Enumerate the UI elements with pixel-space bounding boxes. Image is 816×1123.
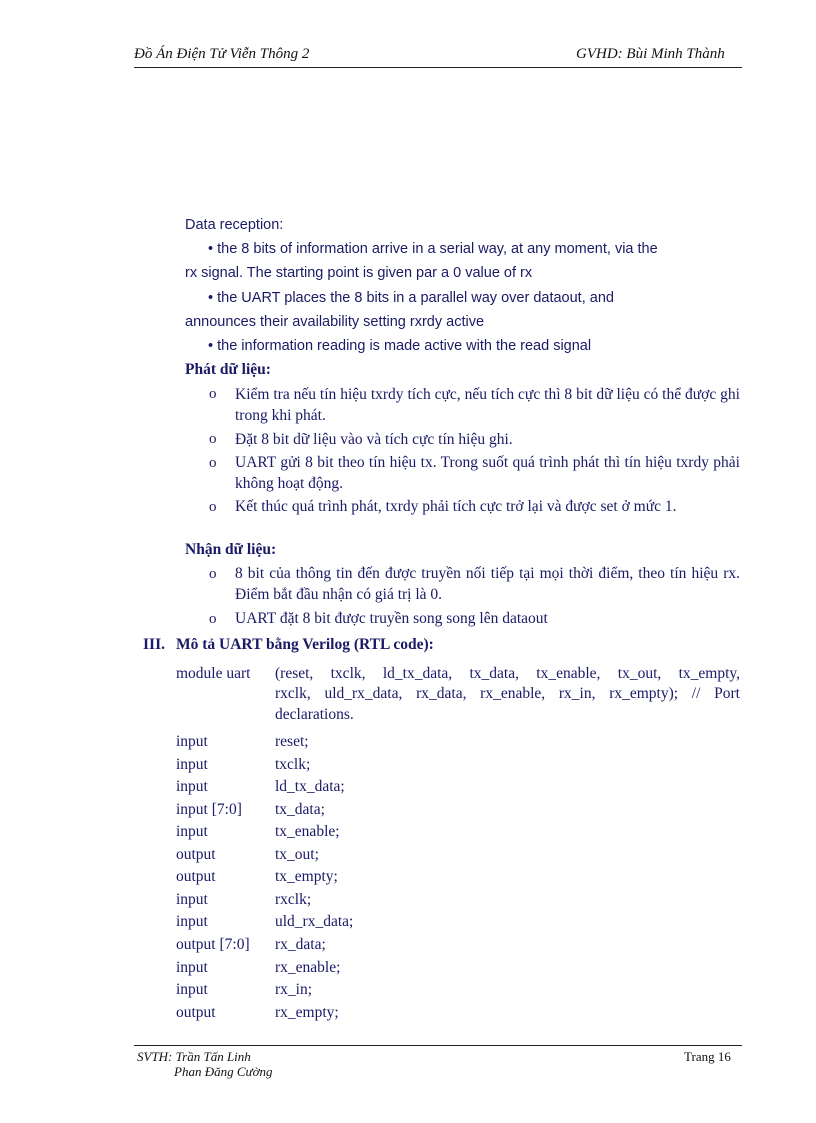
reception-bullet-2 (208, 290, 614, 306)
port-name: tx_empty; (275, 868, 338, 885)
transmit-item-4: Kết thúc quá trình phát, txrdy phải tích cực trở lại và được set ở mức 1. (235, 498, 677, 515)
reception-bullet-1-line-2: rx signal. The starting point is given par a 0 value of rx (185, 265, 533, 281)
header-left: Đồ Án Điện Tử Viễn Thông 2 (134, 46, 310, 62)
transmit-item-1: Kiểm tra nếu tín hiệu txrdy tích cực, nếu tích cực thì 8 bit dữ liệu có thể được ghi trong khi phát. (235, 386, 740, 424)
port-name: rx_empty; (275, 1004, 339, 1021)
receive-item-2: UART đặt 8 bit được truyền song song lên dataout (235, 610, 548, 627)
reception-title: Data reception: (185, 217, 284, 233)
module-decl-line-3: declarations. (275, 706, 354, 723)
port-dir: input (176, 823, 208, 840)
section-number: III. (143, 636, 165, 653)
reception-bullet-2-line-2: announces their availability setting rxrdy active (185, 314, 485, 330)
port-dir: input (176, 756, 208, 773)
footer-svth-2: Phan Đăng Cường (174, 1064, 273, 1079)
module-decl-line-1: (reset, txclk, ld_tx_data, tx_data, tx_enable, tx_out, tx_empty, (275, 665, 740, 682)
port-dir: input (176, 891, 208, 908)
port-name: uld_rx_data; (275, 913, 354, 930)
reception-bullet-1-line-1: the 8 bits of information arrive in a serial way, at any moment, via the (217, 241, 658, 257)
footer-svth: SVTH: Trần Tấn Linh (137, 1049, 251, 1064)
port-name: tx_out; (275, 846, 319, 863)
transmit-heading: Phát dữ liệu: (185, 361, 271, 378)
module-decl-line-2: rxclk, uld_rx_data, rx_data, rx_enable, rx_in, rx_empty); // Port (275, 685, 740, 702)
footer-rule (134, 1045, 742, 1046)
port-name: reset; (275, 733, 309, 750)
header-rule (134, 67, 742, 68)
circle-bullet-icon: o (209, 566, 217, 582)
reception-bullet-3 (208, 338, 591, 354)
circle-bullet-icon: o (209, 611, 217, 627)
reception-bullet-2-line-1: the UART places the 8 bits in a parallel way over dataout, and (217, 290, 614, 306)
port-name: txclk; (275, 756, 311, 773)
port-name: ld_tx_data; (275, 778, 345, 795)
receive-heading: Nhận dữ liệu: (185, 541, 277, 558)
port-name: rxclk; (275, 891, 312, 908)
port-name: rx_in; (275, 981, 313, 998)
port-name: rx_enable; (275, 959, 341, 976)
bullet-dot-icon: • (208, 290, 214, 306)
port-dir: input (176, 913, 208, 930)
port-dir: output (176, 846, 216, 863)
circle-bullet-icon: o (209, 386, 217, 402)
page-number: Trang 16 (684, 1049, 731, 1064)
section-title: Mô tả UART bằng Verilog (RTL code): (176, 636, 434, 653)
header-right: GVHD: Bùi Minh Thành (576, 46, 725, 62)
bullet-dot-icon: • (208, 241, 214, 257)
circle-bullet-icon: o (209, 431, 217, 447)
receive-item-1: 8 bit của thông tin đến được truyền nối tiếp tại mọi thời điểm, theo tín hiệu rx. Điểm bắt đầu nhận có giá trị là 0. (235, 565, 740, 603)
bullet-dot-icon: • (208, 338, 214, 354)
port-name: tx_data; (275, 801, 325, 818)
reception-bullet-1 (208, 241, 658, 257)
transmit-item-3: UART gửi 8 bit theo tín hiệu tx. Trong suốt quá trình phát thì tín hiệu txrdy phải không hoạt động. (235, 454, 740, 492)
circle-bullet-icon: o (209, 499, 217, 515)
circle-bullet-icon: o (209, 455, 217, 471)
port-name: rx_data; (275, 936, 326, 953)
port-dir: input (176, 981, 208, 998)
port-dir: input (176, 778, 208, 795)
port-dir: input (176, 959, 208, 976)
port-dir: input [7:0] (176, 801, 242, 818)
reception-bullet-3-line-1: the information reading is made active with the read signal (217, 338, 592, 354)
transmit-item-2: Đặt 8 bit dữ liệu vào và tích cực tín hiệu ghi. (235, 431, 513, 448)
port-dir: output (176, 1004, 216, 1021)
port-dir: output (176, 868, 216, 885)
port-name: tx_enable; (275, 823, 340, 840)
port-dir: output [7:0] (176, 936, 250, 953)
port-dir: input (176, 733, 208, 750)
module-keyword: module uart (176, 665, 251, 682)
